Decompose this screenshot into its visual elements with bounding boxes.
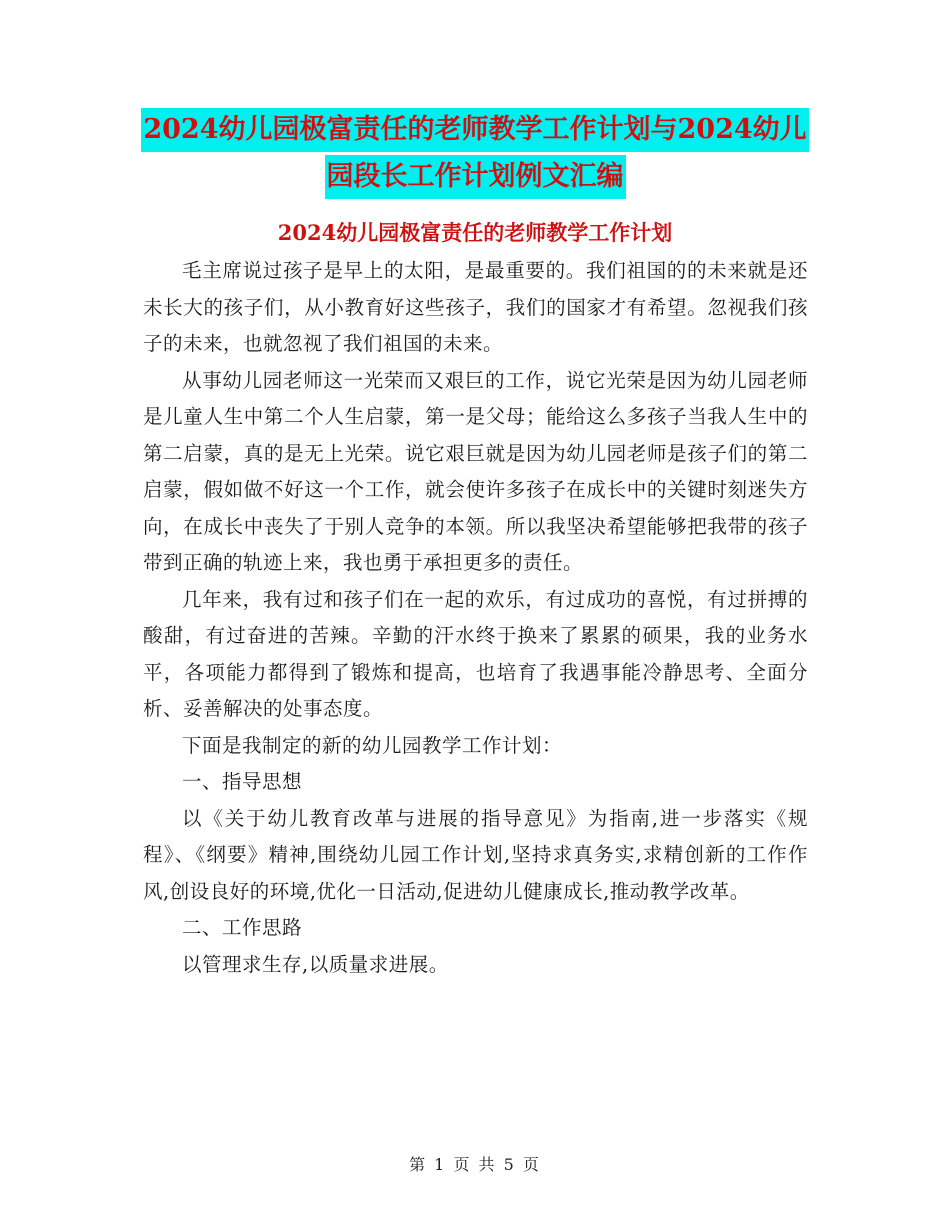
document-body (143, 253, 808, 983)
paragraph: 几年来，我有过和孩子们在一起的欢乐，有过成功的喜悦，有过拼搏的酸甜，有过奋进的苦辣。辛勤的汗水终于换来了累累的硕果，我的业务水平，各项能力都得到了锻炼和提高，也培育了我遇事能冷静思考、全面分析、妥善解决的处事态度。 (143, 587, 808, 720)
document-title (0, 108, 950, 199)
paragraph: 从事幼儿园老师这一光荣而又艰巨的工作，说它光荣是因为幼儿园老师是儿童人生中第二个人生启蒙，第一是父母；能给这么多孩子当我人生中的第二启蒙，真的是无上光荣。说它艰巨就是因为幼儿园老师是孩子们的第二启蒙，假如做不好这一个工作，就会使许多孩子在成长中的关键时刻迷失方向，在成长中丧失了于别人竞争的本领。所以我坚决希望能够把我带的孩子带到正确的轨迹上来，我也勇于承担更多的责任。 (143, 368, 808, 574)
section-heading: 2024幼儿园极富责任的老师教学工作计划 (277, 220, 673, 245)
heading-work-approach: 二、工作思路 (182, 916, 303, 939)
page-number-footer: 第 1 页 共 5 页 (409, 1155, 541, 1174)
paragraph: 下面是我制定的新的幼儿园教学工作计划： (182, 733, 563, 757)
paragraph: 毛主席说过孩子是早上的太阳，是最重要的。我们祖国的的未来就是还未长大的孩子们，从小教育好这些孩子，我们的国家才有希望。忽视我们孩子的未来，也就忽视了我们祖国的未来。 (143, 259, 808, 355)
heading-guiding-ideology: 一、指导思想 (182, 770, 303, 793)
title-line-2: 园段长工作计划例文汇编 (325, 155, 626, 199)
title-line-1: 2024幼儿园极富责任的老师教学工作计划与2024幼儿 (141, 108, 808, 152)
paragraph: 以管理求生存,以质量求进展。 (182, 952, 449, 976)
paragraph: 以《关于幼儿教育改革与进展的指导意见》为指南,进一步落实《规程》、《纲要》精神,围绕幼儿园工作计划,坚持求真务实,求精创新的工作作风,创设良好的环境,优化一日活动,促进幼儿健康成长,推动教学改革。 (143, 806, 808, 903)
